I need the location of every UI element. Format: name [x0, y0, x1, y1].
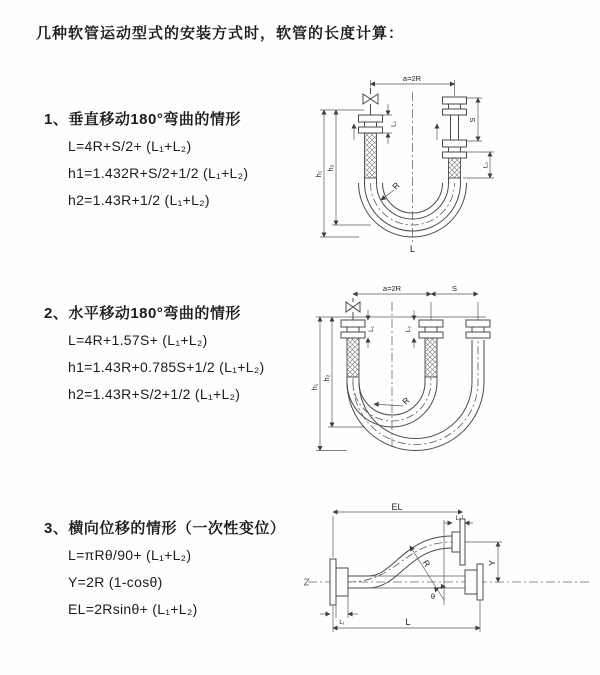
- dimension-a2r: [353, 284, 431, 294]
- angle-construction: [410, 520, 446, 605]
- flange-fitting: [466, 320, 490, 327]
- svg-text:R: R: [390, 180, 402, 192]
- section-3-formulas: [68, 547, 285, 628]
- svg-text:S: S: [451, 284, 458, 293]
- valve-icon: [346, 302, 360, 312]
- hose-braid: [365, 133, 377, 178]
- dimension-l1: [383, 104, 398, 144]
- formula-y: Y=2R (1-cosθ): [68, 574, 163, 590]
- dimension-l: [333, 601, 480, 632]
- formula-h1: h1=1.432R+S/2+1/2 (L₁+L₂): [68, 165, 249, 181]
- length-label: L: [409, 244, 416, 254]
- flange-plate: [330, 559, 336, 605]
- flange-fitting: [443, 97, 467, 104]
- dimension-l2: [463, 152, 494, 178]
- svg-text:L₁: L₁: [390, 121, 398, 127]
- upper-flange: [452, 519, 465, 565]
- section-vertical-movement: [44, 108, 248, 219]
- formula-el: EL=2Rsinθ+ (L₁+L₂): [68, 601, 198, 617]
- formula-length: L=4R+S/2+ (L₁+L₂): [68, 138, 192, 154]
- flange-plate: [460, 519, 465, 565]
- theta-label: θ: [430, 592, 436, 601]
- formula-length: L=πRθ/90+ (L₁+L₂): [68, 547, 192, 563]
- radius-label: R: [420, 558, 433, 569]
- u-bend-hose: [347, 377, 437, 427]
- flange-fitting: [341, 320, 365, 327]
- svg-text:h₂: h₂: [322, 374, 331, 382]
- hose-braid: [449, 158, 461, 178]
- flange-fitting: [419, 320, 443, 327]
- flange-plate: [477, 564, 483, 600]
- left-pipe: [359, 88, 383, 183]
- dimension-l2: [405, 310, 414, 348]
- right-pipe: [443, 97, 467, 183]
- dimension-l1: [320, 596, 358, 626]
- svg-text:S: S: [468, 117, 477, 123]
- svg-text:L₁: L₁: [368, 326, 375, 332]
- s-curve-hose: [348, 536, 452, 588]
- middle-pipe: [419, 302, 443, 377]
- hose-braid: [347, 338, 359, 377]
- section-lateral-displacement: [44, 517, 285, 628]
- svg-text:L: L: [405, 617, 411, 628]
- diagram-horizontal-180-bend: [310, 282, 552, 460]
- flange-fitting-moved: [443, 140, 467, 147]
- u-bend-hose-moved: [347, 340, 484, 450]
- section-2-formulas: [68, 332, 265, 413]
- dimension-s: [467, 98, 482, 141]
- section-1-heading: 1、垂直移动180°弯曲的情形: [44, 111, 241, 128]
- formula-h2: h2=1.43R+S/2+1/2 (L₁+L₂): [68, 386, 241, 402]
- right-pipe-moved: [466, 302, 490, 338]
- svg-text:a=2R: a=2R: [402, 74, 422, 83]
- dimension-h1: [310, 317, 486, 451]
- dimension-s: [431, 284, 478, 294]
- formula-h1: h1=1.43R+0.785S+1/2 (L₁+L₂): [68, 359, 265, 375]
- diagram-vertical-180-bend: [312, 70, 544, 254]
- radius-callout: [374, 395, 412, 406]
- section-2-heading: 2、水平移动180°弯曲的情形: [44, 305, 241, 322]
- svg-text:h₂: h₂: [326, 164, 335, 172]
- svg-text:h₁: h₁: [314, 170, 323, 178]
- page-title: 几种软管运动型式的安装方式时，软管的长度计算：: [36, 25, 405, 42]
- flange-fitting: [359, 115, 383, 122]
- dimension-l1: [368, 310, 375, 348]
- svg-text:h₁: h₁: [310, 383, 319, 391]
- svg-text:EL: EL: [391, 502, 403, 512]
- diagram-lateral-displacement: [302, 502, 597, 645]
- left-pipe: [341, 298, 365, 377]
- hose-braid: [425, 338, 437, 377]
- svg-text:R: R: [400, 395, 412, 407]
- svg-text:L₂: L₂: [405, 325, 412, 333]
- radius-callout: [381, 180, 402, 200]
- formula-h2: h2=1.43R+1/2 (L₁+L₂): [68, 192, 210, 208]
- section-1-formulas: [68, 138, 248, 219]
- dimension-l2: [444, 516, 473, 523]
- svg-text:L₂: L₂: [482, 161, 490, 169]
- svg-text:L₂: L₂: [455, 516, 462, 522]
- svg-text:L₁: L₁: [339, 620, 345, 626]
- formula-length: L=4R+1.57S+ (L₁+L₂): [68, 332, 208, 348]
- section-horizontal-movement: [44, 302, 265, 413]
- dimension-h1: [314, 110, 364, 237]
- svg-text:Y: Y: [487, 560, 497, 566]
- section-3-heading: 3、横向位移的情形（一次性变位）: [44, 520, 286, 537]
- valve-icon: [363, 94, 378, 104]
- svg-text:a=2R: a=2R: [382, 284, 402, 293]
